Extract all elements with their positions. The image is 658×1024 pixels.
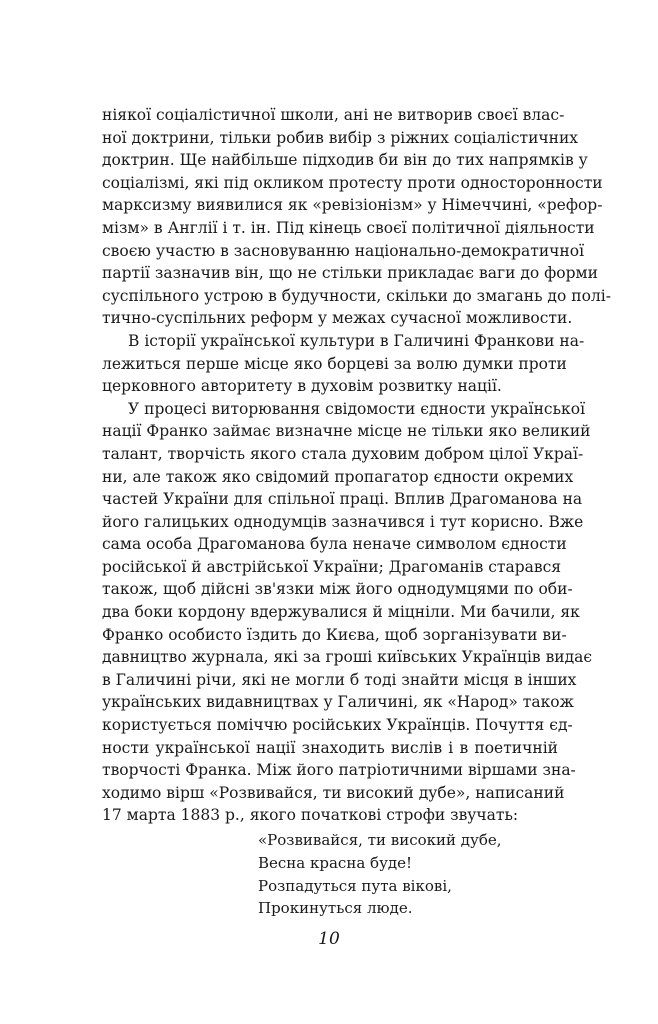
page-number: 10 bbox=[318, 929, 340, 949]
text-line: українських видавництвах у Галичині, як «Народ» також bbox=[102, 693, 574, 712]
text-line: два боки кордону вдержувалися й міцніли. Ми бачили, як bbox=[102, 603, 580, 622]
text-line: ни, але також яко свідомий пропагатор єдности окремих bbox=[102, 467, 574, 486]
text-line: соціалізмі, які під окликом протесту проти односторонности bbox=[102, 173, 603, 192]
poem-quote bbox=[258, 829, 502, 920]
poem-line: Весна красна буде! bbox=[258, 853, 413, 872]
text-line: ніякої соціалістичної школи, ані не витворив своєї влас- bbox=[102, 106, 565, 124]
text-line: доктрин. Ще найбільше підходив би він до тих напрямків у bbox=[102, 151, 588, 170]
text-line: своєю участю в засновуванню національно-демократичної bbox=[102, 241, 585, 260]
text-line: церковного авторитету в духовім розвитку нації. bbox=[102, 377, 502, 396]
text-line: в Галичині річи, які не могли б тоді знайти місця в інших bbox=[102, 670, 577, 689]
text-line: частей України для спільної праці. Вплив Драгоманова на bbox=[102, 490, 583, 509]
poem-line: Розпадуться пута вікові, bbox=[258, 876, 452, 895]
paragraph bbox=[102, 104, 611, 330]
poem-line: Прокинуться люде. bbox=[258, 899, 413, 918]
poem-line: «Розвивайся, ти високий дубе, bbox=[258, 831, 502, 849]
text-line: талант, творчість якого стала духовим добром цілої Украї- bbox=[102, 444, 584, 463]
text-line: ности української нації знаходить вислів і в поетичній bbox=[102, 738, 558, 757]
text-line: сама особа Драгоманова була неначе символом єдности bbox=[102, 535, 567, 554]
body-text bbox=[102, 104, 611, 827]
text-line: партії зазначив він, що не стільки прикладає ваги до форми bbox=[102, 264, 598, 283]
text-line: російської й австрійської України; Драгоманів старався bbox=[102, 557, 562, 576]
text-line: нації Франко займає визначне місце не тільки яко великий bbox=[102, 422, 591, 441]
paragraph bbox=[102, 330, 585, 398]
text-line: також, щоб дійсні зв'язки між його однодумцями по оби- bbox=[102, 580, 573, 599]
text-line: ної доктрини, тільки робив вибір з ріжних соціалістичних bbox=[102, 128, 579, 147]
text-line: ходимо вірш «Розвивайся, ти високий дубе», написаний bbox=[102, 783, 565, 802]
paragraph bbox=[102, 398, 593, 827]
text-line: давництво журнала, які за гроші київських Українців видає bbox=[102, 648, 593, 667]
text-line: користується поміччю російських Українців. Почуття єд- bbox=[102, 716, 573, 735]
text-line: 17 марта 1883 р., якого початкові строфи звучать: bbox=[102, 806, 519, 825]
text-line: Франко особисто їздить до Києва, щоб зорганізувати ви- bbox=[102, 625, 567, 644]
text-line: марксизму виявилися як «ревізіонізм» у Німеччині, «рефор- bbox=[102, 196, 603, 215]
text-line: суспільного устрою в будучности, скільки до змагань до полі- bbox=[102, 286, 611, 305]
text-line: лежиться перше місце яко борцеві за волю думки проти bbox=[102, 354, 567, 373]
text-line: мізм» в Англії і т. ін. Під кінець своєї політичної діяльности bbox=[102, 218, 595, 237]
text-line: творчості Франка. Між його патріотичними віршами зна- bbox=[102, 761, 576, 780]
text-line: його галицьких однодумців зазначився і тут корисно. Вже bbox=[102, 512, 584, 531]
text-line: тично-суспільних реформ у межах сучасної можливости. bbox=[102, 309, 573, 328]
text-line: В історії української культури в Галичині Франкови на- bbox=[128, 331, 585, 350]
text-line: У процесі виторювання свідомости єдности української bbox=[128, 399, 586, 418]
